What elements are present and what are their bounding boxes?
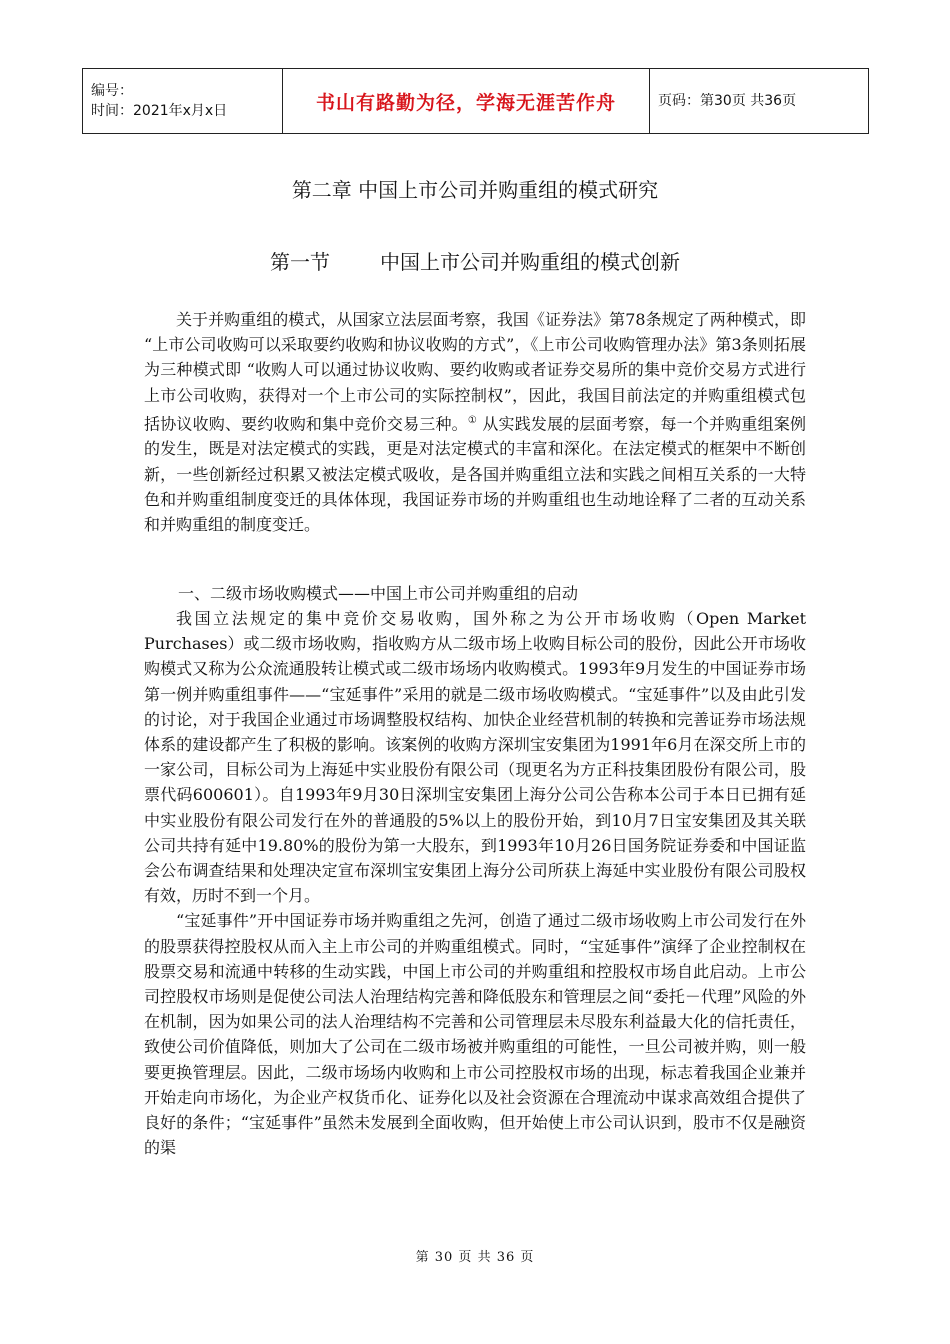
page-label: 页码：第30页 共36页 [650, 69, 869, 134]
section-number: 第一节 [270, 250, 330, 274]
section-name: 中国上市公司并购重组的模式创新 [380, 250, 680, 274]
intro-paragraph [144, 307, 806, 537]
subsection-title: 一、二级市场收购模式——中国上市公司并购重组的启动 [178, 584, 579, 603]
time-label: 时间：2021年x月x日 [91, 103, 228, 119]
paragraph: “宝延事件”开中国证券市场并购重组之先河，创造了通过二级市场收购上市公司发行在外的股票获得控股权从而入主上市公司的并购重组模式。同时，“宝延事件”演绎了企业控制权在股票交易和流通中转移的生动实践，中国上市公司的并购重组和控股权市场自此启动。上市公司控股权市场则是促使公司法人治理结构完善和降低股东和管理层之间“委托－代理”风险的外在机制，因为如果公司的法人治理结构不完善和公司管理层未尽股东利益最大化的信托责任，致使公司价值降低，则加大了公司在二级市场被并购重组的可能性，一旦公司被并购，则一般要更换管理层。因此，二级市场场内收购和上市公司控股权市场的出现，标志着我国企业兼并开始走向市场化，为企业产权货币化、证券化以及社会资源在合理流动中谋求高效组合提供了良好的条件；“宝延事件”虽然未发展到全面收购，但开始使上市公司认识到，股市不仅是融资的渠 [144, 911, 806, 1158]
header-left-cell [83, 69, 283, 134]
paragraph: 我国立法规定的集中竞价交易收购，国外称之为公开市场收购（Open Market Purchases）或二级市场收购，指收购方从二级市场上收购目标公司的股份，因此公开市场收购模式又称为公众流通股转让模式或二级市场场内收购模式。1993年9月发生的中国证券市场第一例并购重组事件——“宝延事件”采用的就是二级市场收购模式。“宝延事件”以及由此引发的讨论，对于我国企业通过市场调整股权结构、加快企业经营机制的转换和完善证券市场法规体系的建设都产生了积极的影响。该案例的收购方深圳宝安集团为1991年6月在深交所上市的一家公司，目标公司为上海延中实业股份有限公司（现更名为方正科技集团股份有限公司，股票代码600601）。自1993年9月30日深圳宝安集团上海分公司公告称本公司于本日已拥有延中实业股份有限公司发行在外的普通股的5%以上的股份开始，到10月7日宝安集团及其关联公司共持有延中19.80%的股份为第一大股东，到1993年10月26日国务院证券委和中国证监会公布调查结果和处理决定宣布深圳宝安集团上海分公司所获上海延中实业股份有限公司股权有效，历时不到一个月。 [144, 609, 806, 906]
header-table [82, 68, 869, 134]
footnote-mark[interactable]: ① [467, 414, 478, 426]
chapter-title: 第二章 中国上市公司并购重组的模式研究 [291, 178, 659, 202]
intro-text-continued: 从实践发展的层面考察，每一个并购重组案例的发生，既是对法定模式的实践，更是对法定模式的丰富和深化。在法定模式的框架中不断创新，一些创新经过积累又被法定模式吸收，是各国并购重组立法和实践之间相互关系的一大特色和并购重组制度变迁的具体体现，我国证券市场的并购重组也生动地诠释了二者的互动关系和并购重组的制度变迁。 [144, 414, 806, 534]
number-label: 编号： [91, 83, 133, 99]
intro-text: 关于并购重组的模式，从国家立法层面考察，我国《证券法》第78条规定了两种模式，即 “上市公司收购可以采取要约收购和协议收购的方式”，《上市公司收购管理办法》第3条则拓展为三种模式即 “收购人可以通过协议收购、要约收购或者证券交易所的集中竞价交易方式进行上市公司收购，获得对一个上市公司的实际控制权”，因此，我国目前法定的并购重组模式包括协议收购、要约收购和集中竞价交易三种。 [144, 310, 806, 434]
section-title [0, 246, 950, 275]
motto: 书山有路勤为径，学海无涯苦作舟 [283, 69, 650, 134]
body-paragraphs [144, 606, 806, 1160]
page-footer: 第 30 页 共 36 页 [415, 1250, 535, 1265]
